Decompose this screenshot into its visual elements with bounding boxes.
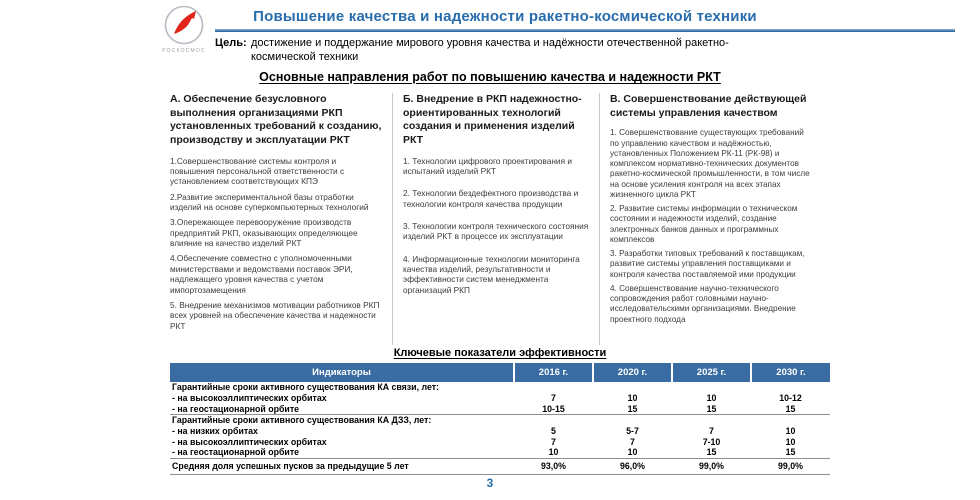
list-item: 1.Совершенствование системы контроля и повышения персональной ответственности с установлением соответствующих КПЭ: [170, 155, 345, 187]
title-rule: [215, 29, 955, 32]
kpi-summary-row: [170, 458, 830, 474]
kpi-value: 96,0%: [593, 458, 672, 474]
kpi-row-label: - на геостационарной орбите: [172, 403, 300, 414]
kpi-value: 15: [785, 447, 796, 458]
table-row: [170, 404, 830, 415]
roscosmos-logo-icon: [162, 3, 206, 47]
kpi-value: 99,0%: [751, 458, 830, 474]
kpi-group-row: [170, 382, 830, 393]
kpi-title: Ключевые показатели эффективности: [393, 347, 607, 359]
table-row: [170, 426, 830, 437]
kpi-row-label: Средняя доля успешных пусков за предыдущие 5 лет: [170, 458, 514, 474]
kpi-header-year: 2020 г.: [593, 363, 672, 382]
kpi-value: 10: [785, 426, 796, 437]
kpi-value: 10: [706, 393, 717, 403]
kpi-row-label: - на низких орбитах: [172, 426, 258, 437]
kpi-value: 7-10: [702, 436, 721, 447]
kpi-value: 7: [551, 393, 556, 403]
kpi-value: 15: [627, 403, 638, 414]
goal-text: достижение и поддержание мирового уровня качества и надёжности отечественной ракетно-космической техники: [251, 37, 729, 64]
list-item: 3. Разработки типовых требований к поставщикам, развитие системы управления поставщиками и контроля качества поставляемой ими продукции: [610, 249, 805, 279]
kpi-header-year: 2025 г.: [672, 363, 751, 382]
list-item: 2.Развитие экспериментальной базы отработки изделий на основе суперкомпьютерных технологий: [170, 191, 369, 212]
kpi-value: 7: [551, 436, 556, 447]
page-number: 3: [486, 476, 494, 490]
list-item: 4.Обеспечение совместно с уполномоченными министерствами и ведомствами поставок ЭРИ, надлежащего уровня качества с учетом импортозамещения: [170, 253, 353, 295]
kpi-value: 7: [709, 426, 714, 437]
page-title: Повышение качества и надежности ракетно-космической техники: [253, 8, 757, 25]
direction-column-v: [599, 93, 815, 345]
table-row: [170, 447, 830, 458]
kpi-value: 99,0%: [672, 458, 751, 474]
list-item: 2. Развитие системы информации о техническом состоянии и надежности изделий, создание электронных банков данных и программных комплексов: [610, 204, 798, 244]
table-row: [170, 437, 830, 448]
list-item: 3.Опережающее перевооружение производств предприятий РКП, оказывающих определяющее влияние на качество изделий РКТ: [170, 217, 358, 249]
kpi-value: 10: [627, 447, 638, 458]
goal-label: Цель:: [215, 37, 247, 49]
list-item: 2. Технологии бездефектного производства и технологии контроля качества продукции: [403, 188, 579, 209]
kpi-value: 15: [706, 403, 717, 414]
list-item: 3. Технологии контроля технического состояния изделий РКТ в процессе их эксплуатации: [403, 221, 589, 242]
list-item: 4. Совершенствование научно-технического сопровождения работ головными научно-исследовательскими организациями. Внедрение проектного подхода: [610, 283, 796, 324]
directions-title: Основные направления работ по повышению качества и надежности РКТ: [259, 70, 721, 84]
kpi-value: 5-7: [626, 426, 639, 437]
kpi-value: 10: [548, 447, 559, 458]
kpi-value: 5: [551, 426, 556, 437]
kpi-value: 10: [627, 393, 638, 403]
kpi-header-year: 2030 г.: [751, 363, 830, 382]
directions-columns: [170, 93, 815, 345]
kpi-header-year: 2016 г.: [514, 363, 593, 382]
column-a-heading: А. Обеспечение безусловного выполнения организациями РКП установленных требований к созданию, производству и эксплуатации РКТ: [170, 93, 382, 146]
list-item: 1. Совершенствование существующих требований по управлению качеством и надёжностью, установленных Положением РК-11 (РК-98) и комплексом нормативно-технических документов ракетно-космической промышленности, в том числе на основе усиления контроля на всех этапах жизненного цикла РКТ: [610, 128, 810, 199]
goal-statement: [215, 36, 760, 65]
kpi-value: 10-15: [542, 403, 565, 414]
roscosmos-logo-label: РОСКОСМОС: [162, 48, 206, 54]
kpi-value: 10-12: [779, 393, 802, 403]
kpi-value: 15: [785, 403, 796, 414]
column-v-heading: В. Совершенствование действующей системы управления качеством: [610, 93, 807, 119]
kpi-header-indicators: Индикаторы: [170, 363, 514, 382]
direction-column-b: [392, 93, 599, 345]
direction-column-a: [170, 93, 392, 345]
column-b-heading: Б. Внедрение в РКП надежностно-ориентированных технологий создания и применения изделий РКТ: [403, 93, 582, 146]
table-row: [170, 393, 830, 404]
kpi-group-label: Гарантийные сроки активного существования КА ДЗЗ, лет:: [170, 415, 514, 427]
kpi-row-label: - на геостационарной орбите: [172, 447, 300, 458]
roscosmos-logo: [156, 3, 212, 54]
list-item: 1. Технологии цифрового проектирования и испытаний изделий РКТ: [403, 155, 573, 176]
kpi-header-row: [170, 363, 830, 382]
kpi-row-label: - на высокоэллиптических орбитах: [172, 393, 327, 403]
kpi-group-row: [170, 415, 830, 427]
list-item: 5. Внедрение механизмов мотивации работников РКП всех уровней на обеспечение качества и надежности РКТ: [170, 299, 380, 331]
kpi-group-label: Гарантийные сроки активного существования КА связи, лет:: [172, 382, 439, 393]
kpi-value: 15: [706, 447, 717, 458]
list-item: 4. Информационные технологии мониторинга качества изделий, результативности и эффективности систем менеджмента организаций РКП: [403, 253, 580, 295]
kpi-value: 10: [785, 436, 796, 447]
kpi-value: 93,0%: [514, 458, 593, 474]
kpi-table: [170, 363, 830, 475]
kpi-row-label: - на высокоэллиптических орбитах: [172, 436, 327, 447]
kpi-value: 7: [630, 436, 635, 447]
